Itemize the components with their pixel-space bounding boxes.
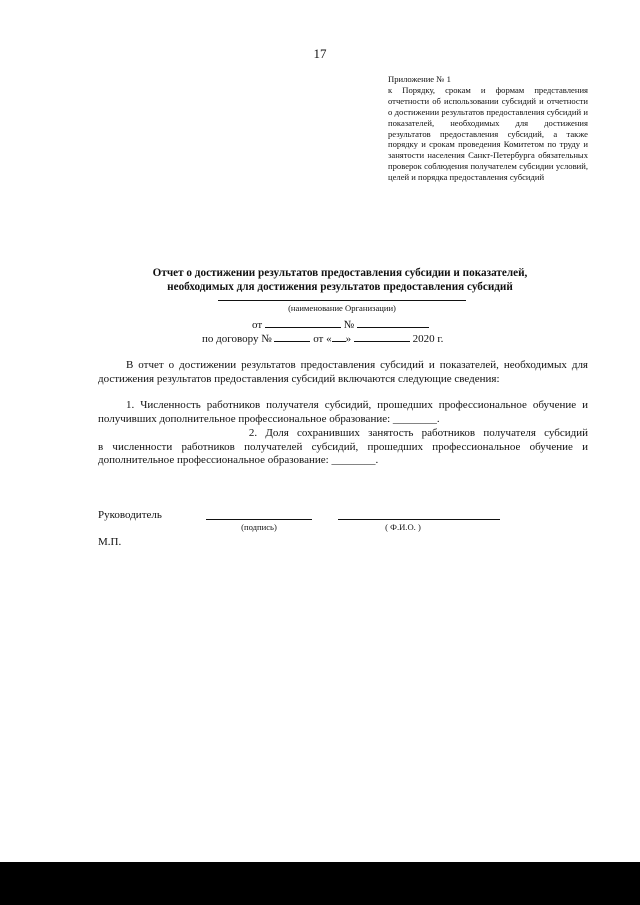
report-title [90, 266, 590, 294]
from-label: от [252, 319, 263, 331]
organization-caption: (наименование Организации) [288, 303, 396, 313]
contract-date-close: » [345, 333, 352, 345]
appendix-note [388, 74, 588, 183]
signature-line [206, 519, 312, 520]
full-name-line [338, 519, 500, 520]
contract-row [202, 331, 443, 345]
signature-caption: (подпись) [241, 522, 277, 532]
intro-paragraph: В отчет о достижении результатов предоставления субсидий и показателей, необходимых для достижения результатов предоставления субсидий включаются следующие сведения: [98, 359, 588, 385]
head-label: Руководитель [98, 509, 162, 521]
date-number-row [252, 317, 429, 331]
report-title-line-1: Отчет о достижении результатов предоставления субсидии и показателей, [152, 267, 528, 279]
report-title-line-2: необходимых для достижения результатов предоставления субсидий [167, 281, 513, 293]
appendix-title: Приложение № 1 [388, 74, 451, 84]
page-number: 17 [313, 46, 327, 61]
item-2-rest: в численности работников получателей субсидий, прошедших профессиональное обучение и дополнительное профессиональное образование: ________. [98, 440, 588, 466]
date-blank [265, 317, 341, 328]
contract-date-open: от « [313, 333, 332, 345]
item-1-paragraph: 1. Численность работников получателя субсидий, прошедших профессиональное обучение и получивших дополнительное профессиональное образование: ________. [98, 399, 588, 425]
item-2-paragraph [98, 427, 588, 468]
number-label: № [343, 319, 355, 331]
contract-label: по договору № [202, 333, 272, 345]
contract-year: 2020 г. [412, 333, 444, 345]
item-2-first-line: 2. Доля сохранивших занятость работников получателя субсидий [248, 427, 588, 439]
full-name-caption: ( Ф.И.О. ) [385, 522, 421, 532]
contract-day-blank [332, 331, 346, 342]
contract-month-blank [354, 331, 410, 342]
scan-border [0, 862, 640, 905]
appendix-body: к Порядку, срокам и формам представления отчетности об использовании субсидий и отчетности о достижении результатов предоставления субсидий и показателей, необходимых для достижения результатов предоставления субсидий, а также порядку и срокам проведения Комитетом по труду и занятости населения Санкт-Петербурга обязательных проверок соблюдения получателем субсидии условий, целей и порядка предоставления субсидий [388, 84, 588, 183]
organization-name-line [218, 300, 466, 301]
stamp-label: М.П. [98, 536, 122, 548]
contract-number-blank [274, 331, 310, 342]
number-blank [357, 317, 429, 328]
